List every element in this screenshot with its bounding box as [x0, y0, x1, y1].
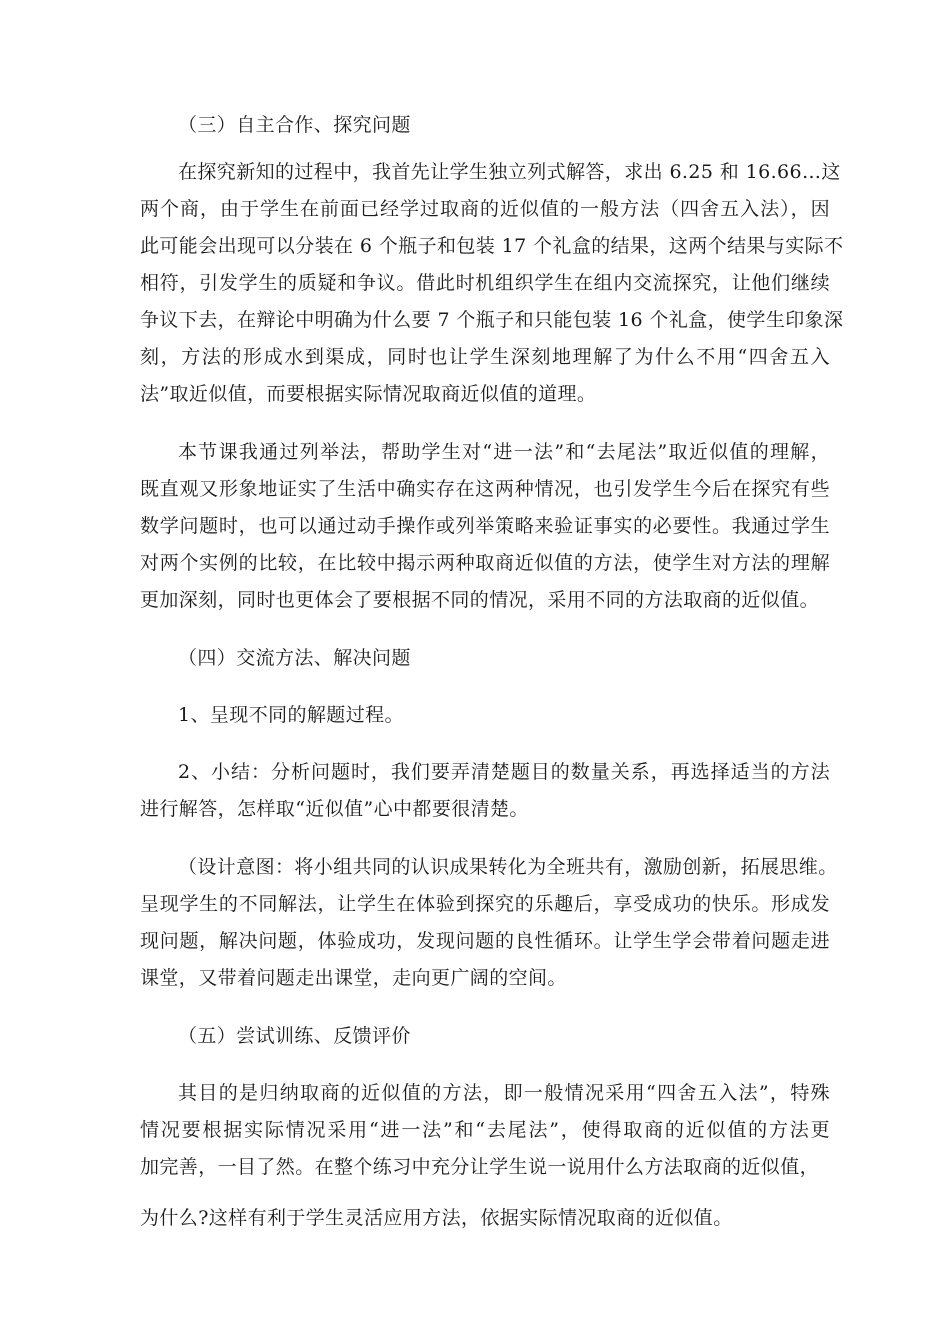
paragraph-line: （设计意图：将小组共同的认识成果转化为全班共有，激励创新，拓展思维。: [178, 856, 838, 878]
list-item: 1、呈现不同的解题过程。: [178, 704, 404, 726]
paragraph-line: 课堂，又带着问题走出课堂，走向更广阔的空间。: [140, 967, 567, 989]
paragraph-line: 2、小结：分析问题时，我们要弄清楚题目的数量关系，再选择适当的方法: [178, 761, 830, 783]
paragraph-line: 其目的是归纳取商的近似值的方法，即一般情况采用“四舍五入法”，特殊: [178, 1082, 830, 1104]
paragraph-line: 争议下去，在辩论中明确为什么要 7 个瓶子和只能包装 16 个礼盒，使学生印象深: [140, 309, 844, 331]
paragraph-line: 在探究新知的过程中，我首先让学生独立列式解答，求出 6.25 和 16.66…这: [178, 161, 841, 183]
paragraph-line: 刻，方法的形成水到渠成，同时也让学生深刻地理解了为什么不用“四舍五入: [140, 346, 830, 368]
paragraph-line: 为什么?这样有利于学生灵活应用方法，依据实际情况取商的近似值。: [140, 1207, 733, 1229]
section-heading: （五）尝试训练、反馈评价: [178, 1025, 411, 1047]
paragraph-line: 呈现学生的不同解法，让学生在体验到探究的乐趣后，享受成功的快乐。形成发: [140, 893, 830, 915]
paragraph-line: 既直观又形象地证实了生活中确实存在这两种情况，也引发学生今后在探究有些: [140, 478, 830, 500]
paragraph-line: 现问题，解决问题，体验成功，发现问题的良性循环。让学生学会带着问题走进: [140, 930, 830, 952]
section-heading: （三）自主合作、探究问题: [178, 114, 411, 136]
paragraph-line: 相符，引发学生的质疑和争议。借此时机组织学生在组内交流探究，让他们继续: [140, 272, 830, 294]
paragraph-line: 两个商，由于学生在前面已经学过取商的近似值的一般方法（四舍五入法），因: [140, 198, 830, 220]
paragraph-line: 本节课我通过列举法，帮助学生对“进一法”和“去尾法”取近似值的理解，: [178, 441, 830, 463]
paragraph-line: 加完善，一目了然。在整个练习中充分让学生说一说用什么方法取商的近似值，: [140, 1156, 820, 1178]
paragraph-line: 情况要根据实际情况采用“进一法”和“去尾法”，使得取商的近似值的方法更: [140, 1119, 830, 1141]
paragraph-line: 对两个实例的比较，在比较中揭示两种取商近似值的方法，使学生对方法的理解: [140, 552, 830, 574]
section-heading: （四）交流方法、解决问题: [178, 647, 411, 669]
paragraph-line: 此可能会出现可以分装在 6 个瓶子和包装 17 个礼盒的结果，这两个结果与实际不: [140, 235, 844, 257]
paragraph-line: 进行解答，怎样取“近似值”心中都要很清楚。: [140, 798, 529, 820]
paragraph-line: 法”取近似值，而要根据实际情况取商近似值的道理。: [140, 383, 597, 405]
paragraph-line: 数学问题时，也可以通过动手操作或列举策略来验证事实的必要性。我通过学生: [140, 515, 830, 537]
paragraph-line: 更加深刻，同时也更体会了要根据不同的情况，采用不同的方法取商的近似值。: [140, 589, 820, 611]
